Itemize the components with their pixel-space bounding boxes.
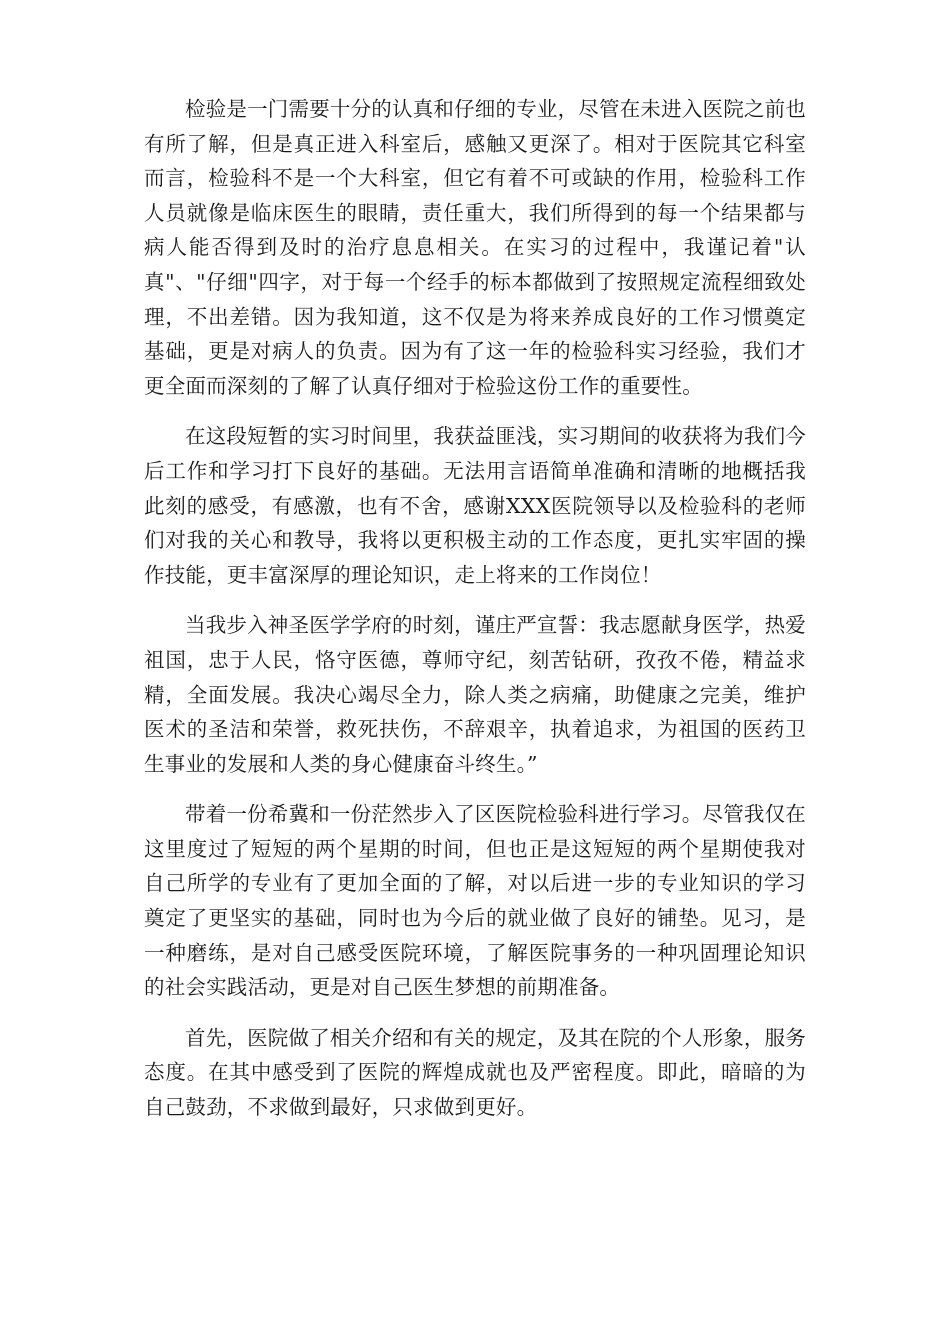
paragraph-3: 当我步入神圣医学学府的时刻，谨庄严宣誓：我志愿献身医学，热爱祖国，忠于人民，恪守医德，尊师守纪，刻苦钻研，孜孜不倦，精益求精，全面发展。我决心竭尽全力，除人类之病痛，助健康之完美，维护医术的圣洁和荣誉，救死扶伤，不辞艰辛，执着追求，为祖国的医药卫生事业的发展和人类的身心健康奋斗终生。” [144,613,806,776]
paragraph-1: 检验是一门需要十分的认真和仔细的专业，尽管在未进入医院之前也有所了解，但是真正进入科室后，感触又更深了。相对于医院其它科室而言，检验科不是一个大科室，但它有着不可或缺的作用，检验科工作人员就像是临床医生的眼睛，责任重大，我们所得到的每一个结果都与病人能否得到及时的治疗息息相关。在实习的过程中，我谨记着"认真"、"仔细"四字，对于每一个经手的标本都做到了按照规定流程细致处理，不出差错。因为我知道，这不仅是为将来养成良好的工作习惯奠定基础，更是对病人的负责。因为有了这一年的检验科实习经验，我们才更全面而深刻的了解了认真仔细对于检验这份工作的重要性。 [144,97,806,398]
paragraph-4: 带着一份希冀和一份茫然步入了区医院检验科进行学习。尽管我仅在这里度过了短短的两个星期的时间，但也正是这短短的两个星期使我对自己所学的专业有了更加全面的了解，对以后进一步的专业知识的学习奠定了更坚实的基础，同时也为今后的就业做了良好的铺垫。见习，是一种磨练，是对自己感受医院环境，了解医院事务的一种巩固理论知识的社会实践活动，更是对自己医生梦想的前期准备。 [144,802,806,1000]
document-body [144,92,806,1141]
paragraph-2: 在这段短暂的实习时间里，我获益匪浅，实习期间的收获将为我们今后工作和学习打下良好的基础。无法用言语简单准确和清晰的地概括我此刻的感受，有感激，也有不舍，感谢XXX医院领导以及检验科的老师们对我的关心和教导，我将以更积极主动的工作态度，更扎实牢固的操作技能，更丰富深厚的理论知识，走上将来的工作岗位！ [144,424,806,587]
paragraph-5: 首先，医院做了相关介绍和有关的规定，及其在院的个人形象，服务态度。在其中感受到了医院的辉煌成就也及严密程度。即此，暗暗的为自己鼓劲，不求做到最好，只求做到更好。 [144,1025,806,1120]
